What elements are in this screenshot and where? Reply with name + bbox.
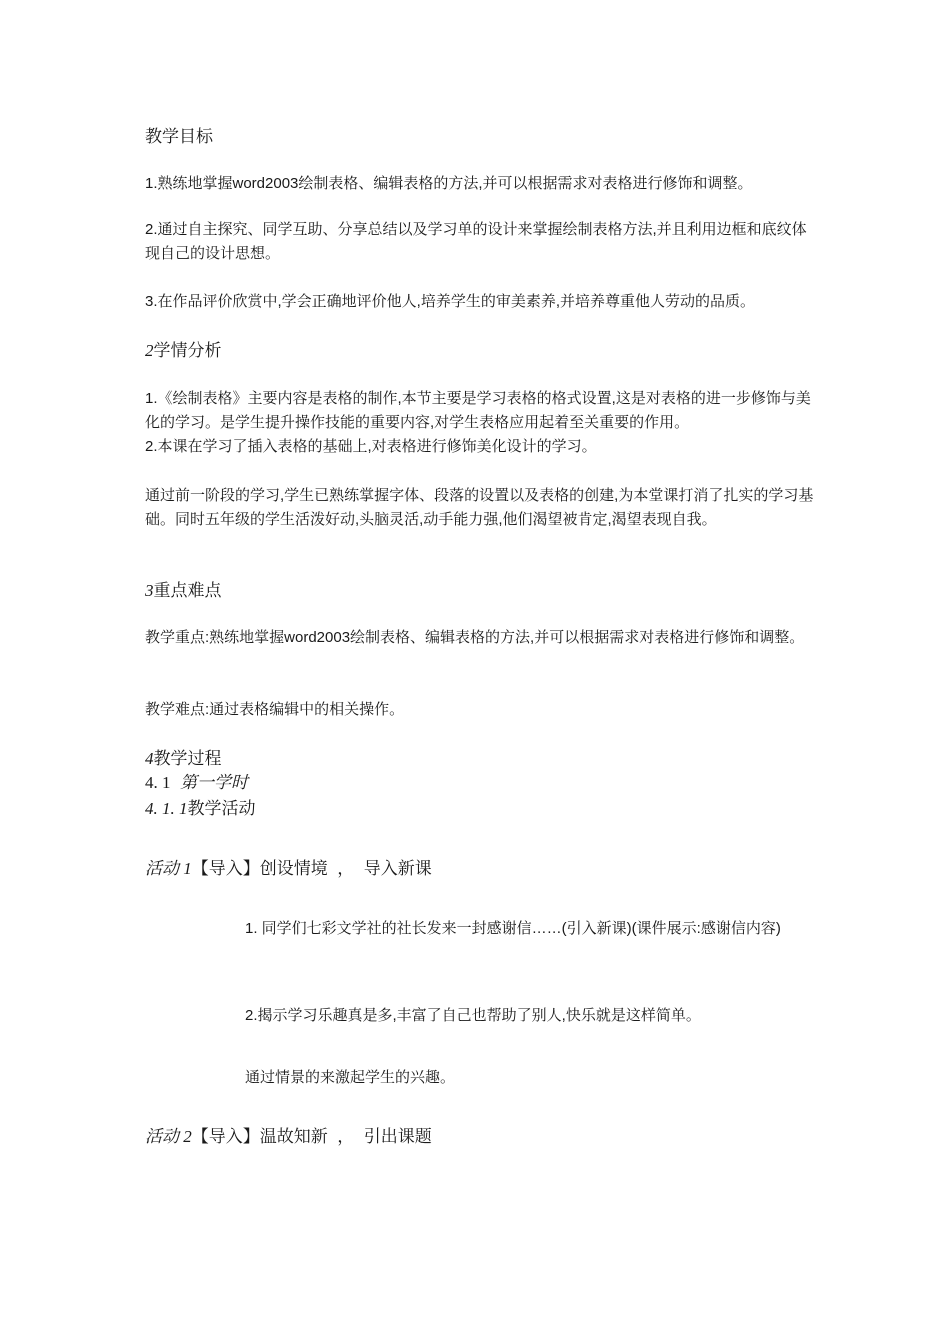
process-subsubheading-number: 4. 1. 1	[145, 799, 188, 818]
keypoints-heading	[145, 578, 820, 604]
keypoints-difficulty: 教学难点:通过表格编辑中的相关操作。	[145, 701, 405, 718]
activity-1-comma: ，	[337, 859, 355, 878]
analysis-paragraph-2: 通过前一阶段的学习,学生已熟练掌握字体、段落的设置以及表格的创建,为本堂课打消了扎实的学习基础。同时五年级的学生活泼好动,头脑灵活,动手能力强,他们渴望被肯定,渴望表现自我。	[145, 487, 814, 528]
objective-item-1: 1.熟练地掌握word2003绘制表格、编辑表格的方法,并可以根据需求对表格进行修饰和调整。	[145, 175, 753, 192]
process-subsubheading	[145, 796, 820, 822]
keypoints-heading-text: 重点难点	[153, 581, 222, 600]
keypoints-heading-number: 3	[145, 581, 154, 600]
activity-2-heading	[145, 1124, 820, 1150]
analysis-paragraph-1b: 2.本课在学习了插入表格的基础上,对表格进行修饰美化设计的学习。	[145, 438, 597, 455]
activity-2-subtitle: 引出课题	[363, 1127, 432, 1146]
analysis-heading	[145, 338, 820, 364]
objective-item-3: 3.在作品评价欣赏中,学会正确地评价他人,培养学生的审美素养,并培养尊重他人劳动的品质。	[145, 293, 756, 310]
activity-1-note: 通过情景的来激起学生的兴趣。	[245, 1069, 456, 1086]
activity-1-heading	[145, 856, 820, 882]
keypoints-focus: 教学重点:熟练地掌握word2003绘制表格、编辑表格的方法,并可以根据需求对表格进行修饰和调整。	[145, 629, 805, 646]
objective-item-2: 2.通过自主探究、同学互助、分享总结以及学习单的设计来掌握绘制表格方法,并且利用边框和底纹体现自己的设计思想。	[145, 221, 807, 262]
process-subheading-number: 4. 1	[145, 773, 171, 792]
process-heading	[145, 746, 820, 772]
process-heading-text: 教学过程	[153, 749, 222, 768]
process-subsubheading-text: 教学活动	[187, 799, 256, 818]
objectives-heading: 教学目标	[145, 127, 213, 146]
analysis-paragraph-1: 1.《绘制表格》主要内容是表格的制作,本节主要是学习表格的格式设置,这是对表格的进一步修饰与美化的学习。是学生提升操作技能的重要内容,对学生表格应用起着至关重要的作用。	[145, 390, 811, 431]
activity-1-step-2: 2.揭示学习乐趣真是多,丰富了自己也帮助了别人,快乐就是这样简单。	[245, 1007, 701, 1024]
activity-2-label: 活动 2	[145, 1127, 192, 1146]
activity-1-step-1: 1. 同学们七彩文学社的社长发来一封感谢信……(引入新课)(课件展示:感谢信内容)	[245, 920, 781, 937]
process-subheading	[145, 770, 820, 796]
activity-1-label: 活动 1	[145, 859, 192, 878]
activity-2-title: 【导入】温故知新	[191, 1127, 328, 1146]
analysis-heading-number: 2	[145, 341, 154, 360]
process-subheading-text: 第一学时	[179, 773, 248, 792]
analysis-heading-text: 学情分析	[153, 341, 222, 360]
activity-2-comma: ，	[337, 1127, 355, 1146]
activity-1-subtitle: 导入新课	[363, 859, 432, 878]
activity-1-title: 【导入】创设情境	[191, 859, 328, 878]
process-heading-number: 4	[145, 749, 154, 768]
